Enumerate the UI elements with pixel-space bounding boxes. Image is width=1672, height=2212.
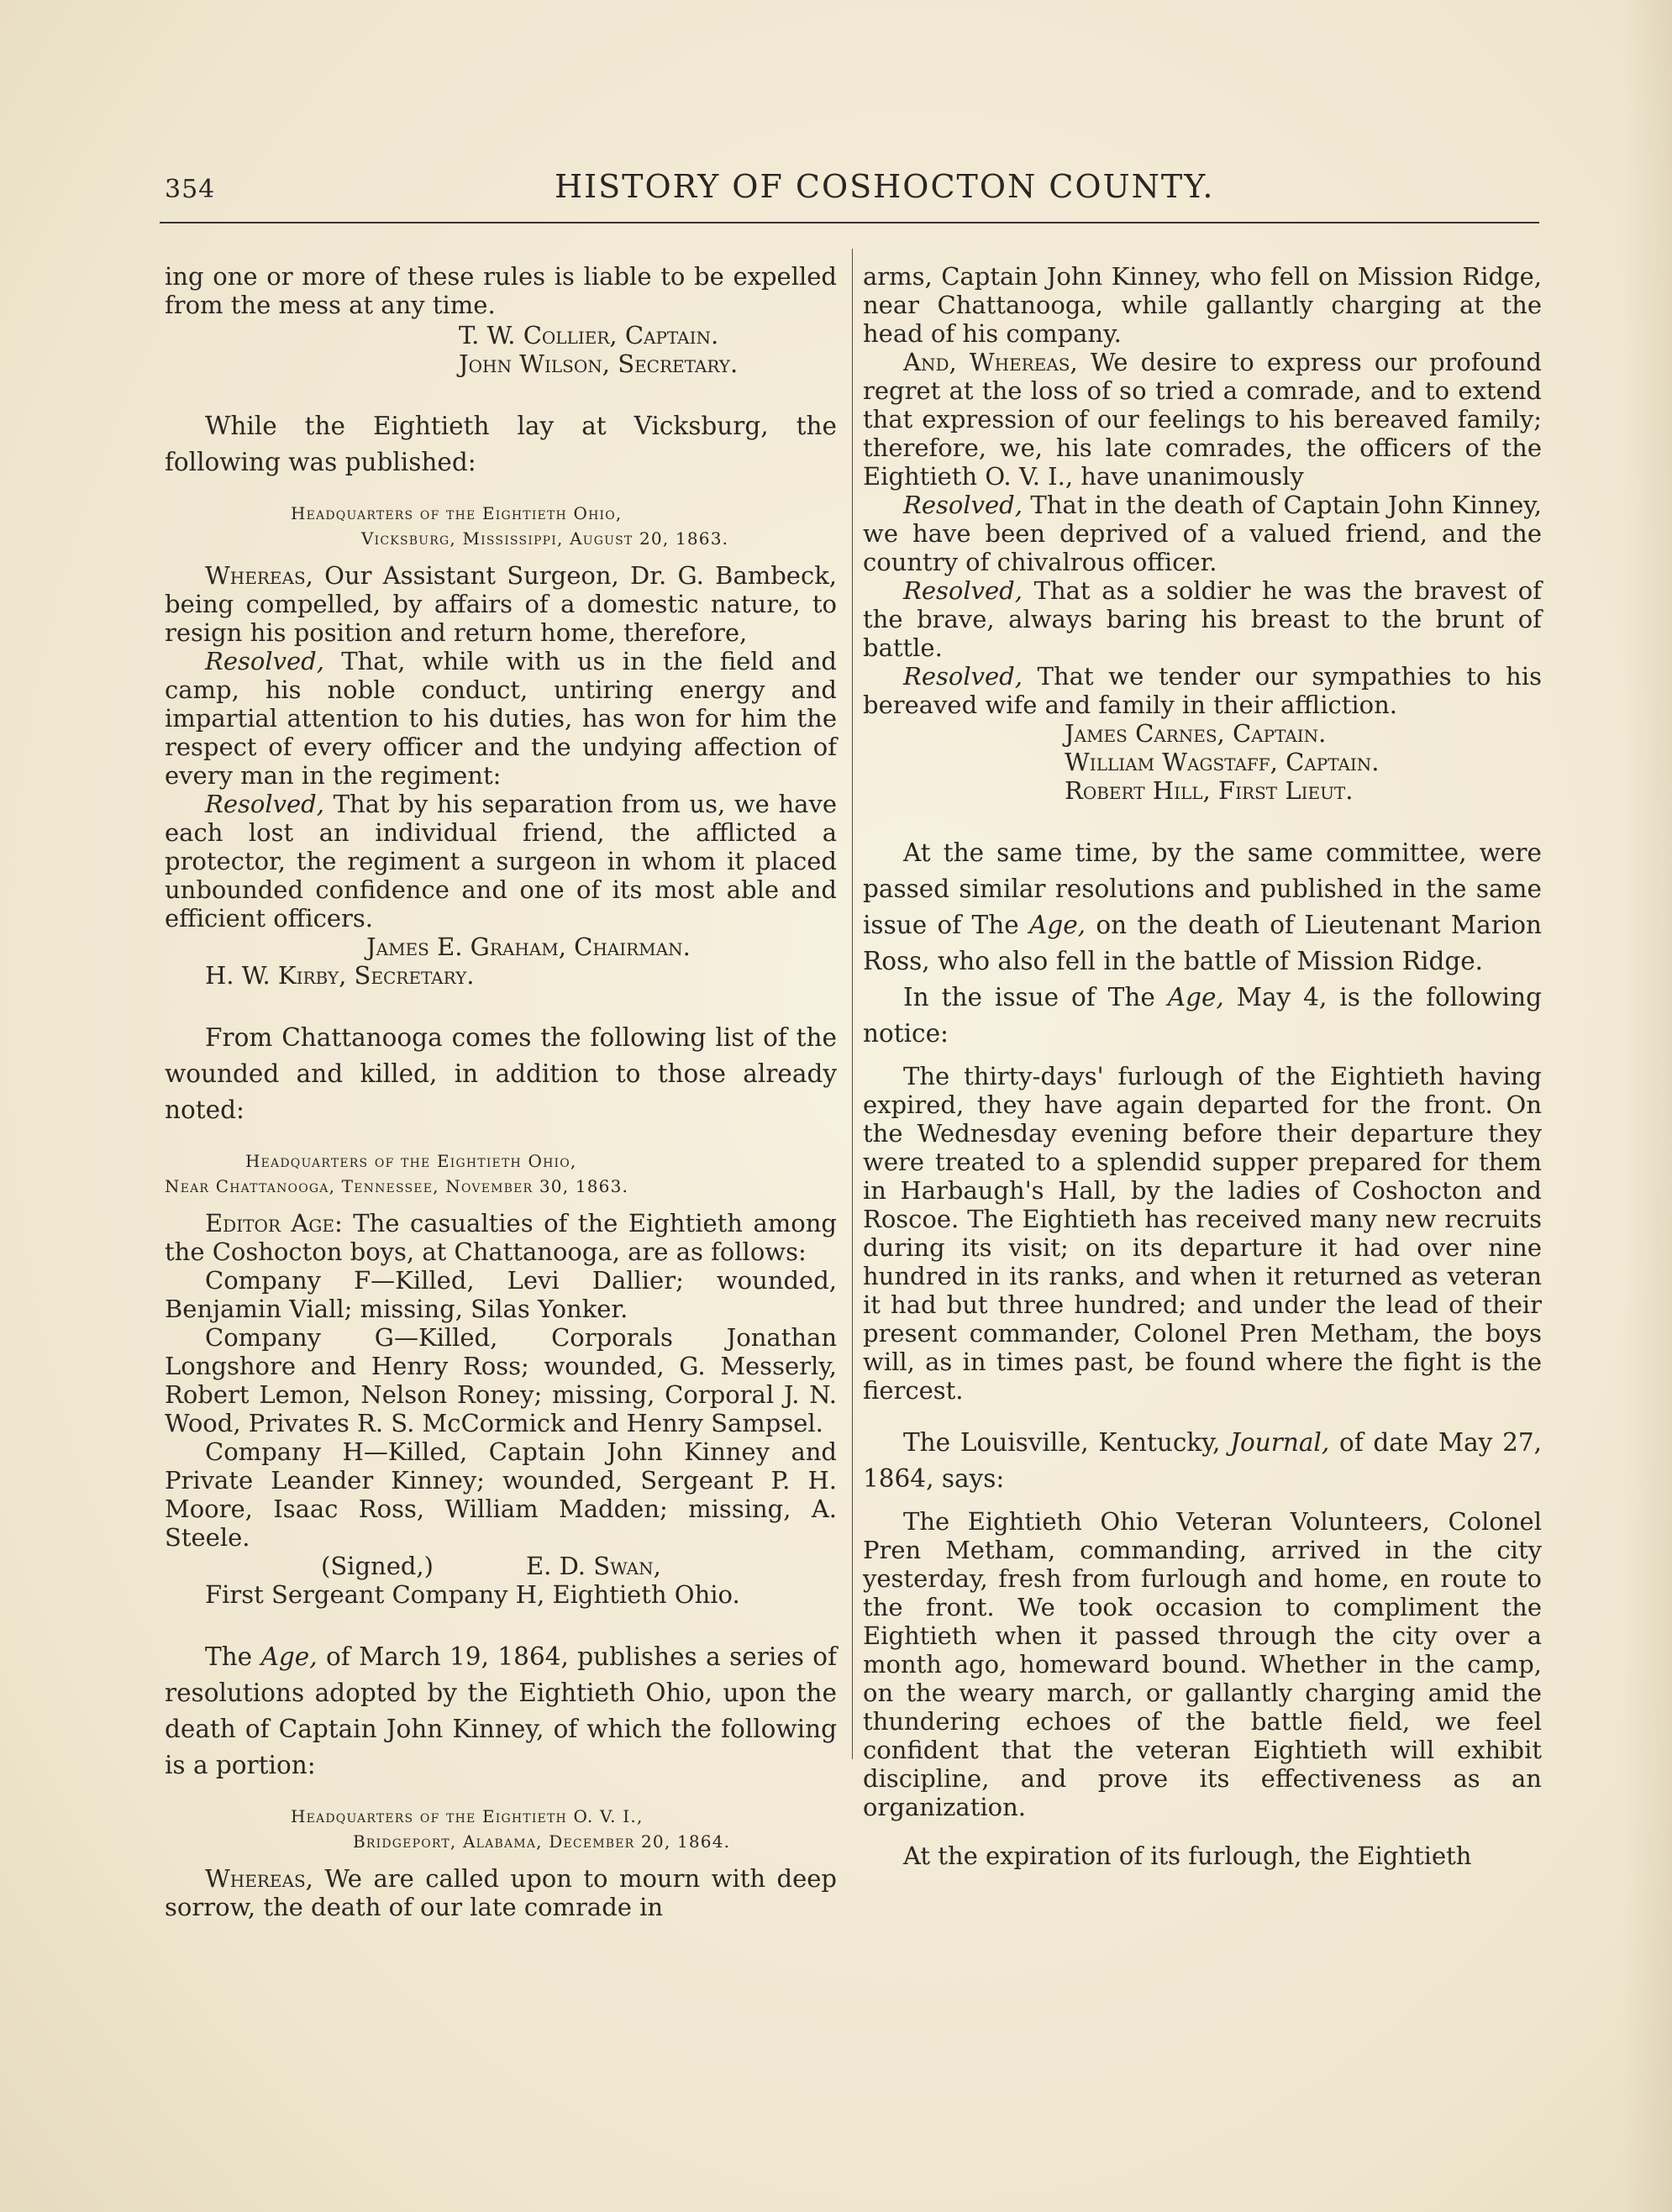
dateline: Vicksburg, Mississippi, August 20, 1863.	[361, 528, 729, 549]
paragraph: Company H—Killed, Captain John Kinney and Private Leander Kinney; wounded, Sergeant P. H. Moore, Isaac Ross, William Madden; missing, A. Steele.	[165, 1437, 837, 1552]
paragraph: And, Whereas, We desire to express our profound regret at the loss of so tried a comrade, and to extend that expression of our feelings to his bereaved family; therefore, we, his late comrades, the officers of the Eightieth O. V. I., have unanimously	[863, 348, 1542, 491]
paragraph: At the expiration of its furlough, the Eightieth	[903, 1842, 1472, 1870]
dateline: Headquarters of the Eightieth Ohio,	[291, 503, 623, 523]
page-header	[160, 168, 1538, 218]
paragraph: The Eightieth Ohio Veteran Volunteers, Colonel Pren Metham, commanding, arrived in the city yesterday, fresh from furlough and home, en route to the front. We took occasion to compliment the Eightieth when it passed through the city over a month ago, homeward bound. Whether in the camp, on the weary march, or gallantly charging amid the thundering echoes of the battle field, we feel confident that the veteran Eightieth will exhibit discipline, and prove its effectiveness as an organization.	[863, 1507, 1542, 1821]
column-rule	[852, 249, 853, 1759]
paragraph: From Chattanooga comes the following list of the wounded and killed, in addition to those already noted:	[165, 1023, 837, 1124]
signature-kirby: H. W. Kirby, Secretary.	[205, 961, 475, 990]
dateline: Near Chattanooga, Tennessee, November 30, 1863.	[165, 1176, 629, 1196]
paragraph: The thirty-days' furlough of the Eightieth having expired, they have again departed for the front. On the Wednesday evening before their departure they were treated to a splendid supper prepared for them in Harbaugh's Hall, by the ladies of Coshocton and Roscoe. The Eightieth has received many new recruits during its visit; on its departure it had over nine hundred in its ranks, and when it returned as veteran it had but three hundred; and under the lead of their present commander, Colonel Pren Metham, the boys will, as in times past, be found where the fight is the fiercest.	[863, 1062, 1542, 1405]
signature-carnes: James Carnes, Captain.	[1065, 719, 1327, 748]
header-rule	[160, 222, 1539, 223]
paragraph: arms, Captain John Kinney, who fell on Mission Ridge, near Chattanooga, while gallantly charging at the head of his company.	[863, 262, 1542, 348]
paragraph: Resolved, That as a soldier he was the bravest of the brave, always baring his breast to the brunt of battle.	[863, 576, 1542, 662]
signature-hill: Robert Hill, First Lieut.	[1065, 776, 1354, 805]
paragraph: In the issue of The Age, May 4, is the following notice:	[863, 983, 1542, 1048]
dateline: Headquarters of the Eightieth O. V. I.,	[291, 1806, 644, 1826]
signature-wagstaff: William Wagstaff, Captain.	[1065, 748, 1380, 776]
right-column	[863, 262, 1542, 1870]
paragraph: Company F—Killed, Levi Dallier; wounded, Benjamin Viall; missing, Silas Yonker.	[165, 1266, 837, 1323]
signature-title: First Sergeant Company H, Eightieth Ohio.	[205, 1580, 740, 1609]
running-head: HISTORY OF COSHOCTON COUNTY.	[555, 168, 1215, 205]
signature-collier: T. W. Collier, Captain.	[459, 321, 719, 349]
paragraph: Resolved, That in the death of Captain John Kinney, we have been deprived of a valued friend, and the country of chivalrous officer.	[863, 491, 1542, 576]
paragraph: Whereas, We are called upon to mourn with deep sorrow, the death of our late comrade in	[165, 1864, 837, 1921]
signature-wilson: John Wilson, Secretary.	[459, 349, 739, 378]
dateline: Headquarters of the Eightieth Ohio,	[245, 1151, 577, 1171]
page-edge-shade	[1622, 0, 1672, 2212]
dateline: Bridgeport, Alabama, December 20, 1864.	[353, 1831, 731, 1852]
signature-graham: James E. Graham, Chairman.	[366, 933, 691, 961]
paragraph: At the same time, by the same committee, were passed similar resolutions and published in the same issue of The Age, on the death of Lieutenant Marion Ross, who also fell in the battle of Mission Ridge.	[863, 838, 1542, 975]
signature-swan: (Signed,) E. D. Swan,	[321, 1552, 661, 1580]
paragraph: Resolved, That by his separation from us, we have each lost an individual friend, the afflicted a protector, the regiment a surgeon in whom it placed unbounded confidence and one of its most able and efficient officers.	[165, 790, 837, 933]
paragraph: ing one or more of these rules is liable to be expelled from the mess at any time.	[165, 262, 837, 319]
paragraph: Resolved, That we tender our sympathies to his bereaved wife and family in their affliction.	[863, 662, 1542, 719]
paragraph: While the Eightieth lay at Vicksburg, the following was published:	[165, 412, 837, 476]
page-number: 354	[165, 175, 216, 204]
paragraph: The Age, of March 19, 1864, publishes a series of resolutions adopted by the Eightieth Ohio, upon the death of Captain John Kinney, of which the following is a portion:	[165, 1642, 837, 1779]
paragraph: Company G—Killed, Corporals Jonathan Longshore and Henry Ross; wounded, G. Messerly, Robert Lemon, Nelson Roney; missing, Corporal J. N. Wood, Privates R. S. McCormick and Henry Sampsel.	[165, 1323, 837, 1437]
paragraph: Resolved, That, while with us in the field and camp, his noble conduct, untiring energy and impartial attention to his duties, has won for him the respect of every officer and the undying affection of every man in the regiment:	[165, 647, 837, 790]
paragraph: Whereas, Our Assistant Surgeon, Dr. G. Bambeck, being compelled, by affairs of a domestic nature, to resign his position and return home, therefore,	[165, 561, 837, 647]
left-column	[165, 262, 837, 1921]
paragraph: Editor Age: The casualties of the Eightieth among the Coshocton boys, at Chattanooga, are as follows:	[165, 1209, 837, 1266]
paragraph: The Louisville, Kentucky, Journal, of date May 27, 1864, says:	[863, 1428, 1542, 1493]
